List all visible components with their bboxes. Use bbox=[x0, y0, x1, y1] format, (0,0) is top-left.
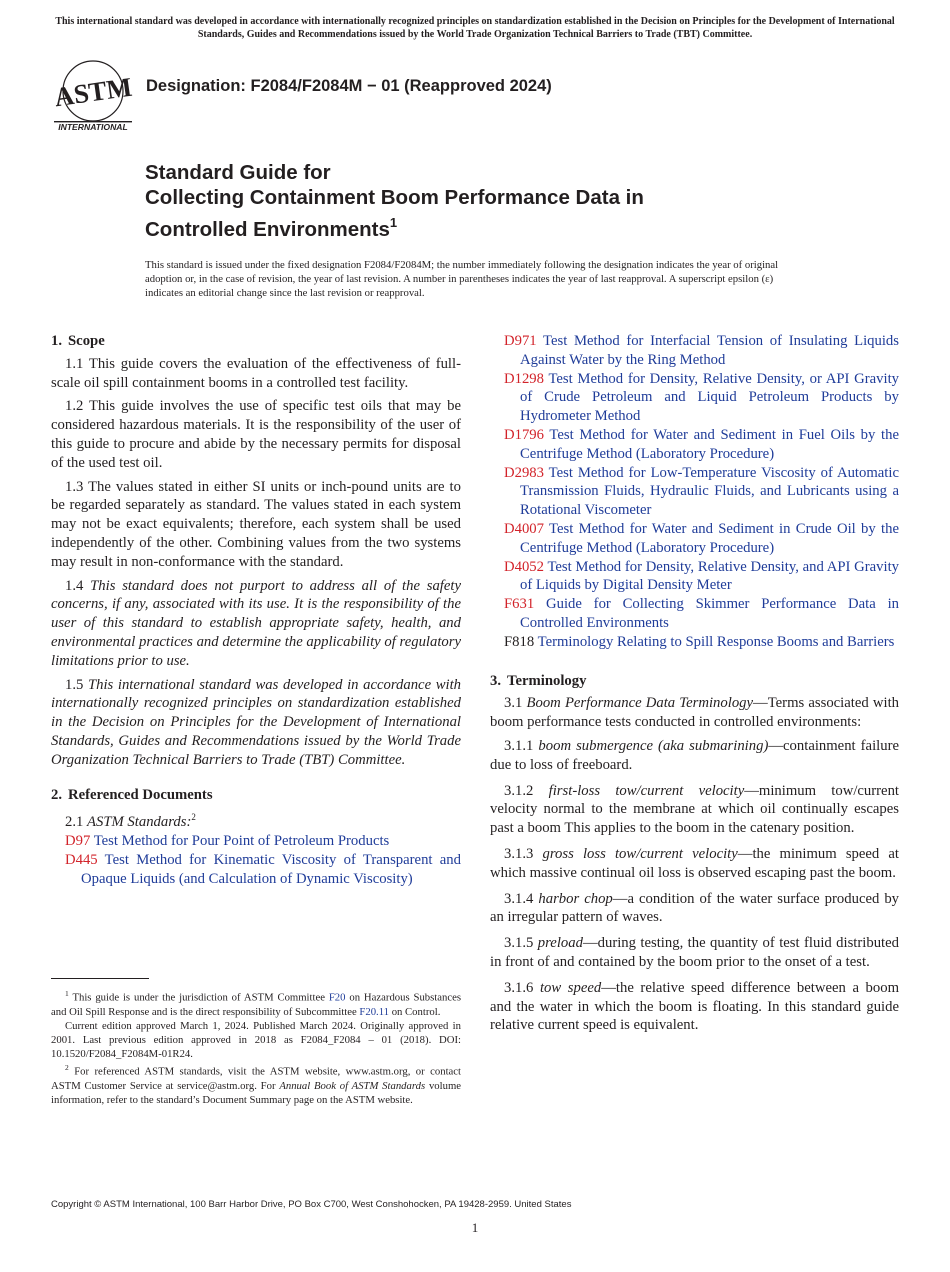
scope-para-1-1: 1.1 This guide covers the evaluation of the effectiveness of full-scale oil spill containment booms in a controlled test facility. bbox=[51, 355, 461, 391]
copyright-notice: Copyright © ASTM International, 100 Barr Harbor Drive, PO Box C700, West Conshohocken, PA 19428-2959. United States bbox=[51, 1199, 572, 1210]
page-number: 1 bbox=[471, 1220, 479, 1235]
title-line-1: Standard Guide for bbox=[145, 161, 331, 184]
title-line-3-text: Controlled Environments bbox=[145, 218, 390, 241]
footnote-divider bbox=[51, 978, 149, 979]
scope-para-1-2: 1.2 This guide involves the use of specific test oils that may be considered hazardous materials. It is the responsibility of the user of this guide to procure and abide by the necessary permits for disposal of the used test oil. bbox=[51, 398, 461, 471]
reference-item[interactable]: D4052 Test Method for Density, Relative Density, and API Gravity of Liquids by Digital Density Meter bbox=[504, 558, 899, 594]
reference-item[interactable]: D4007 Test Method for Water and Sediment in Crude Oil by the Centrifuge Method (Laboratory Procedure) bbox=[504, 520, 899, 556]
subcommittee-link[interactable]: F20.11 bbox=[359, 1005, 390, 1018]
term-definition: 3.1.2 first-loss tow/current velocity—minimum tow/current velocity normal to the membrane at which oil continually escapes past a boom This applies to the boom in the catenary position. bbox=[490, 782, 900, 837]
issued-note: This standard is issued under the fixed designation F2084/F2084M; the number immediately following the designation indicates the year of original adoption or, in the case of revision, the year of last revision. A number in parentheses indicates the year of last reapproval. A superscript epsilon (ε) indicates an editorial change since the last revision or reapproval. bbox=[145, 259, 779, 300]
referenced-documents-heading: 2. Referenced Documents bbox=[51, 786, 213, 803]
reference-item[interactable]: D1796 Test Method for Water and Sediment in Fuel Oils by the Centrifuge Method (Laboratory Procedure) bbox=[504, 426, 899, 462]
reference-item[interactable]: D1298 Test Method for Density, Relative Density, or API Gravity of Crude Petroleum and Liquid Petroleum Products by Hydrometer Method bbox=[504, 370, 899, 425]
footnote-1: $^1$ This guide is under the jurisdiction of ASTM Committee F20 on Hazardous Substances and Oil Spill Response and is the direct responsibility of Subcommittee F20.11 on Control. bbox=[51, 989, 462, 1018]
term-definition: 3.1.6 tow speed—the relative speed difference between a boom and the water in which the boom is floating. In this standard guide relative current speed is equivalent. bbox=[490, 979, 899, 1034]
logo-subtext: INTERNATIONAL bbox=[58, 122, 128, 132]
left-column bbox=[51, 332, 461, 888]
title-line-2: Collecting Containment Boom Performance Data in bbox=[145, 186, 644, 209]
term-definition: 3.1.5 preload—during testing, the quantity of test fluid distributed in front of and contained by the boom prior to the onset of a test. bbox=[490, 935, 899, 970]
document-title bbox=[145, 160, 644, 242]
footnote-2: $^2$ For referenced ASTM standards, visit the ASTM website, www.astm.org, or contact ASTM Customer Service at service@astm.org. For Annual Book of ASTM Standards volume information, refer to the standard’s Document Summary page on the ASTM website. bbox=[51, 1063, 461, 1106]
scope-heading: 1. Scope bbox=[51, 333, 105, 349]
scope-para-1-4: 1.4 This standard does not purport to address all of the safety concerns, if any, associated with its use. It is the responsibility of the user of this standard to establish appropriate safety, health, and environmental practices and determine the applicability of regulatory limitations prior to use. bbox=[51, 577, 462, 669]
reference-item[interactable]: D971 Test Method for Interfacial Tension of Insulating Liquids Against Water by the Ring Method bbox=[504, 333, 899, 368]
committee-link[interactable]: F20 bbox=[328, 991, 346, 1004]
scope-para-1-5: 1.5 This international standard was developed in accordance with internationally recognized principles on standardization established in the Decision on Principles for the Development of International Standards, Guides and Recommendations issued by the World Trade Organization Technical Barriers to Trade (TBT) Committee. bbox=[51, 676, 461, 768]
edition-note: Current edition approved March 1, 2024. Published March 2024. Originally approved in 2001. Last previous edition approved in 2018 as F2084_F2084 – 01 (2018). DOI: 10.1520/F2084_F2084M-01R24. bbox=[51, 1019, 461, 1060]
logo-text: ASTM bbox=[52, 71, 134, 113]
scope-para-1-3: 1.3 The values stated in either SI units or inch-pound units are to be regarded separately as standard. The values stated in each system may not be exact equivalents; therefore, each system shall be used independently of the other. Combining values from the two systems may result in non-conformance with the standard. bbox=[51, 478, 461, 570]
designation: Designation: F2084/F2084M − 01 (Reapproved 2024) bbox=[146, 77, 552, 95]
term-definition: 3.1.4 harbor chop—a condition of the water surface produced by an irregular pattern of waves. bbox=[490, 890, 900, 926]
reference-item[interactable]: D445 Test Method for Kinematic Viscosity of Transparent and Opaque Liquids (and Calculation of Dynamic Viscosity) bbox=[65, 851, 461, 887]
reference-item[interactable]: F631 Guide for Collecting Skimmer Performance Data in Controlled Environments bbox=[504, 596, 899, 631]
top-notice: This international standard was developed in accordance with internationally recognized principles on standardization established in the Decision on Principles for the Development of International Standards, Guides and Recommendations issued by the World Trade Organization Technical Barriers to Trade (TBT) Committee. bbox=[55, 16, 895, 40]
astm-logo bbox=[52, 58, 134, 132]
title-footnote-mark: 1 bbox=[389, 215, 398, 230]
right-column bbox=[490, 332, 899, 1042]
reference-item[interactable]: D2983 Test Method for Low-Temperature Viscosity of Automatic Transmission Fluids, Hydraulic Fluids, and Lubricants using a Rotational Viscometer bbox=[504, 464, 899, 519]
astm-standards-intro: 2.1 ASTM Standards:$^2$ bbox=[65, 812, 196, 831]
title-line-3 bbox=[145, 210, 644, 242]
reference-item[interactable]: D97 Test Method for Pour Point of Petroleum Products bbox=[65, 833, 390, 850]
term-definition: 3.1.3 gross loss tow/current velocity—the minimum speed at which massive continual oil loss is observed escaping past the boom. bbox=[490, 845, 900, 881]
footnotes bbox=[51, 987, 461, 1107]
terminology-heading: 3. Terminology bbox=[490, 672, 587, 689]
reference-item[interactable]: F818 Terminology Relating to Spill Response Booms and Barriers bbox=[504, 633, 895, 650]
term-definition: 3.1.1 boom submergence (aka submarining)—containment failure due to loss of freeboard. bbox=[490, 737, 899, 773]
terminology-intro: 3.1 Boom Performance Data Terminology—Terms associated with boom performance tests conducted in controlled environments: bbox=[490, 695, 899, 731]
